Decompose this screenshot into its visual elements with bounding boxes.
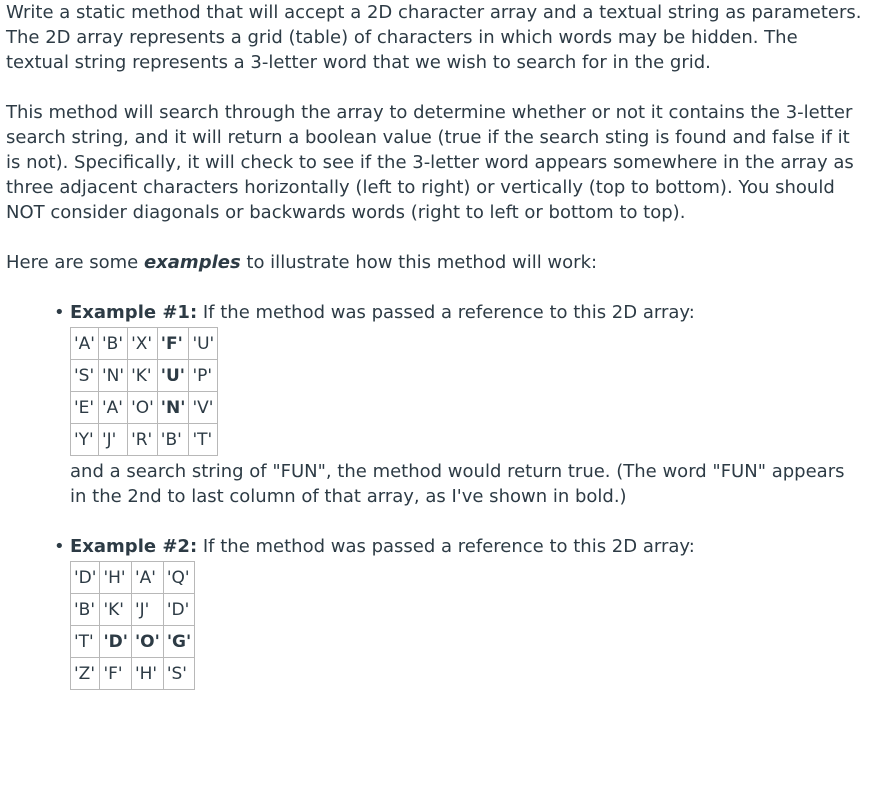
grid-cell: 'J' [98, 424, 127, 456]
grid-cell: 'Z' [71, 658, 100, 690]
grid-cell: 'D' [163, 594, 194, 626]
grid-cell: 'O' [128, 392, 158, 424]
grid-cell: 'H' [131, 658, 163, 690]
grid-row [71, 562, 195, 594]
method-description-paragraph: This method will search through the array to determine whether or not it contains the 3-letter search string, and it will return a boolean value (true if the search sting is found and false if it is not). Specifically, it will check to see if the 3-letter word appears somewhere in the array as three adjacent characters horizontally (left to right) or vertically (top to bottom). You should NOT consider diagonals or backwards words (right to left or bottom to top). [6, 102, 854, 223]
grid-cell: 'U' [157, 360, 189, 392]
bullet-icon: • [54, 302, 65, 323]
examples-intro-before: Here are some [6, 252, 144, 273]
bullet-icon: • [54, 536, 65, 557]
grid-cell: 'J' [131, 594, 163, 626]
example-1-grid [70, 327, 218, 456]
example-1-intro-text: If the method was passed a reference to this 2D array: [197, 302, 695, 323]
grid-cell: 'N' [157, 392, 189, 424]
grid-cell: 'F' [157, 328, 189, 360]
grid-cell: 'G' [163, 626, 194, 658]
grid-row [71, 360, 218, 392]
grid-cell: 'A' [131, 562, 163, 594]
grid-cell: 'E' [71, 392, 99, 424]
example-2-intro-text: If the method was passed a reference to this 2D array: [197, 536, 695, 557]
examples-intro-paragraph [6, 250, 863, 275]
grid-row [71, 626, 195, 658]
grid-row [71, 328, 218, 360]
grid-cell: 'D' [100, 626, 132, 658]
grid-row [71, 658, 195, 690]
grid-cell: 'N' [98, 360, 127, 392]
grid-cell: 'D' [71, 562, 100, 594]
grid-cell: 'V' [189, 392, 218, 424]
example-2-intro [70, 534, 863, 559]
grid-cell: 'B' [71, 594, 100, 626]
grid-cell: 'X' [128, 328, 158, 360]
grid-row [71, 424, 218, 456]
grid-row [71, 594, 195, 626]
grid-cell: 'S' [71, 360, 99, 392]
example-2-label: Example #2: [70, 536, 198, 557]
examples-emphasis: examples [143, 252, 241, 273]
grid-cell: 'K' [128, 360, 158, 392]
grid-cell: 'Q' [163, 562, 194, 594]
grid-cell: 'F' [100, 658, 132, 690]
examples-intro-after: to illustrate how this method will work: [240, 252, 598, 273]
grid-cell: 'T' [189, 424, 218, 456]
grid-row [71, 392, 218, 424]
grid-cell: 'U' [189, 328, 218, 360]
example-1-label: Example #1: [70, 302, 198, 323]
example-item-1 [54, 300, 863, 509]
example-1-intro [70, 300, 863, 325]
grid-cell: 'O' [131, 626, 163, 658]
grid-cell: 'A' [71, 328, 99, 360]
grid-cell: 'B' [157, 424, 189, 456]
grid-cell: 'S' [163, 658, 194, 690]
grid-cell: 'H' [100, 562, 132, 594]
grid-cell: 'A' [98, 392, 127, 424]
grid-cell: 'Y' [71, 424, 99, 456]
grid-cell: 'K' [100, 594, 132, 626]
example-2-grid [70, 561, 195, 690]
grid-cell: 'P' [189, 360, 218, 392]
example-item-2 [54, 534, 863, 690]
examples-list [6, 300, 863, 690]
grid-cell: 'T' [71, 626, 100, 658]
grid-cell: 'R' [128, 424, 158, 456]
intro-paragraph: Write a static method that will accept a 2D character array and a textual string as parameters. The 2D array represents a grid (table) of characters in which words may be hidden. The textual string represents a 3-letter word that we wish to search for in the grid. [6, 2, 862, 73]
example-1-explanation: and a search string of "FUN", the method would return true. (The word "FUN" appears in the 2nd to last column of that array, as I've shown in bold.) [70, 461, 845, 507]
grid-cell: 'B' [98, 328, 127, 360]
